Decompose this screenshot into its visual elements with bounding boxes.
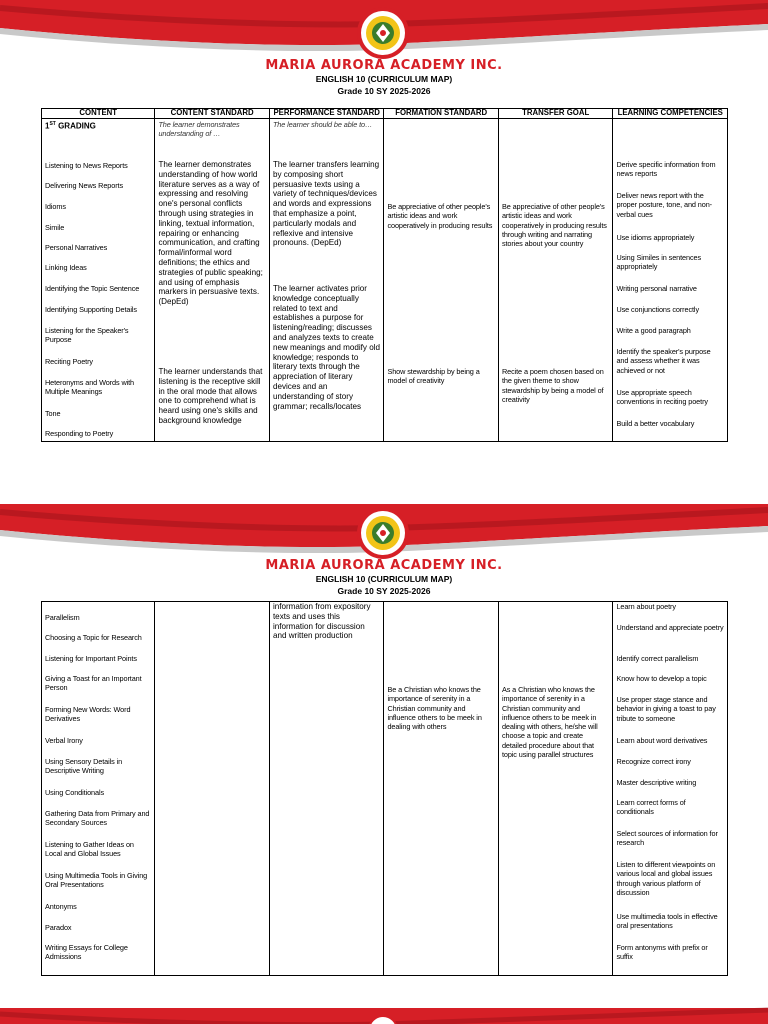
competency-item: Use appropriate speech conventions in reciting poetry bbox=[616, 388, 708, 407]
subject-title: ENGLISH 10 (CURRICULUM MAP) bbox=[315, 74, 453, 84]
school-year: Grade 10 SY 2025-2026 bbox=[337, 586, 431, 596]
content-item: Listening to Gather Ideas on Local and Global Issues bbox=[45, 840, 134, 859]
content-item: Paradox bbox=[45, 923, 72, 932]
page-gap bbox=[0, 460, 768, 500]
table-row bbox=[42, 602, 728, 976]
content-item: Listening for the Speaker's Purpose bbox=[45, 326, 129, 345]
content-cell bbox=[42, 602, 155, 976]
content-item: Heteronyms and Words with Multiple Meanings bbox=[45, 378, 135, 397]
content-item: Verbal Irony bbox=[45, 736, 83, 745]
table-header-row bbox=[42, 109, 728, 119]
next-page-banner bbox=[0, 1004, 768, 1024]
competency-item: Recognize correct irony bbox=[616, 757, 691, 766]
formation-standard-text: Be a Christian who knows the importance of serenity in a Christian community and influence others to be meek in dealing with others bbox=[387, 685, 482, 732]
content-item: Using Multimedia Tools in Giving Oral Presentations bbox=[45, 871, 148, 890]
column-header: TRANSFER GOAL bbox=[498, 109, 613, 119]
performance-standard-cell bbox=[269, 119, 384, 442]
document-page-1 bbox=[0, 0, 768, 460]
curriculum-table-page-2 bbox=[41, 601, 728, 976]
grading-label: 1ST GRADING bbox=[45, 121, 96, 131]
content-item: Writing Essays for College Admissions bbox=[45, 943, 128, 962]
competency-item: Understand and appreciate poetry bbox=[616, 623, 724, 632]
performance-standard-cell bbox=[269, 602, 384, 976]
competency-item: Form antonyms with prefix or suffix bbox=[616, 943, 708, 962]
competency-item: Use multimedia tools in effective oral presentations bbox=[616, 912, 718, 931]
content-standard-intro: The learner demonstrates understanding of … bbox=[158, 120, 240, 139]
competency-item: Using Similes in sentences appropriately bbox=[616, 253, 702, 272]
competency-item: Write a good paragraph bbox=[616, 326, 691, 335]
school-name: MARIA AURORA ACADEMY INC. bbox=[265, 558, 503, 573]
school-name: MARIA AURORA ACADEMY INC. bbox=[265, 58, 503, 73]
competency-item: Learn about poetry bbox=[616, 602, 676, 611]
competency-item: Listen to different viewpoints on various local and global issues through various platform of discussion bbox=[616, 860, 716, 897]
competency-item: Use idioms appropriately bbox=[616, 233, 695, 242]
content-item: Idioms bbox=[45, 202, 66, 211]
content-item: Using Sensory Details in Descriptive Writing bbox=[45, 757, 123, 776]
content-item: Delivering News Reports bbox=[45, 181, 123, 190]
performance-standard-intro: The learner should be able to… bbox=[272, 120, 373, 129]
document-page-2 bbox=[0, 500, 768, 1000]
competency-item: Use conjunctions correctly bbox=[616, 305, 700, 314]
competency-item: Select sources of information for research bbox=[616, 829, 718, 848]
content-item: Identifying the Topic Sentence bbox=[45, 284, 140, 293]
school-seal-icon bbox=[356, 6, 410, 60]
competency-item: Deliver news report with the proper posture, tone, and non-verbal cues bbox=[616, 191, 713, 219]
formation-standard-text: Be appreciative of other people's artistic ideas and work cooperatively in producing results bbox=[387, 202, 493, 230]
column-header: FORMATION STANDARD bbox=[384, 109, 499, 119]
content-standard-cell bbox=[155, 119, 270, 442]
formation-standard-cell bbox=[384, 602, 499, 976]
competency-item: Writing personal narrative bbox=[616, 284, 697, 293]
content-standard-text: The learner understands that listening is the receptive skill in the oral mode that allows one to comprehend what is heard using one's skills and background knowledge bbox=[158, 367, 263, 425]
content-item: Antonyms bbox=[45, 902, 77, 911]
content-item: Parallelism bbox=[45, 613, 80, 622]
transfer-goal-text: Recite a poem chosen based on the given theme to show stewardship by being a model of creativity bbox=[501, 367, 604, 404]
column-header: CONTENT bbox=[42, 109, 155, 119]
content-item: Reciting Poetry bbox=[45, 357, 93, 366]
competency-item: Derive specific information from news reports bbox=[616, 160, 716, 179]
column-header: PERFORMANCE STANDARD bbox=[269, 109, 384, 119]
formation-standard-cell bbox=[384, 119, 499, 442]
competency-item: Identify correct parallelism bbox=[616, 654, 699, 663]
transfer-goal-text: As a Christian who knows the importance of serenity in a Christian community and influence others to be meek in dealing with others, he/she will choose a topic and create detailed procedure about that topic using parallel structures bbox=[501, 685, 598, 760]
content-item: Choosing a Topic for Research bbox=[45, 633, 142, 642]
transfer-goal-text: Be appreciative of other people's artistic ideas and work cooperatively in producing results through writing and narrating stories about your country bbox=[501, 202, 607, 249]
content-item: Identifying Supporting Details bbox=[45, 305, 137, 314]
table-row bbox=[42, 119, 728, 442]
performance-standard-text: The learner activates prior knowledge conceptually related to text and establishes a purpose for listening/reading; discusses and analyzes texts to create new meanings and modify old knowledge; responds to literary texts through the appreciation of literary devices and an understanding of story grammar; recalls/locates bbox=[272, 284, 381, 411]
content-item: Responding to Poetry bbox=[45, 429, 114, 438]
formation-standard-text: Show stewardship by being a model of creativity bbox=[387, 367, 480, 386]
school-year: Grade 10 SY 2025-2026 bbox=[337, 86, 431, 96]
learning-competencies-cell bbox=[613, 602, 728, 976]
performance-standard-text: The learner transfers learning by composing short persuasive texts using a variety of techniques/devices and words and expressions that emphasize a point, particularly modals and reflexive and intensive pronouns. (DepEd) bbox=[272, 160, 380, 248]
column-header: LEARNING COMPETENCIES bbox=[613, 109, 728, 119]
content-item: Linking Ideas bbox=[45, 263, 87, 272]
content-item: Listening to News Reports bbox=[45, 161, 128, 170]
competency-item: Use proper stage stance and behavior in giving a toast to pay tribute to someone bbox=[616, 695, 716, 723]
competency-item: Master descriptive writing bbox=[616, 778, 697, 787]
content-item: Listening for Important Points bbox=[45, 654, 137, 663]
transfer-goal-cell bbox=[498, 119, 613, 442]
performance-standard-text: information from expository texts and uses this information for discussion and written production bbox=[272, 602, 371, 641]
column-header: CONTENT STANDARD bbox=[155, 109, 270, 119]
content-item: Gathering Data from Primary and Secondary Sources bbox=[45, 809, 150, 828]
content-item: Tone bbox=[45, 409, 61, 418]
content-item: Forming New Words: Word Derivatives bbox=[45, 705, 131, 724]
content-cell bbox=[42, 119, 155, 442]
content-item: Giving a Toast for an Important Person bbox=[45, 674, 142, 693]
curriculum-table-page-1 bbox=[41, 108, 728, 442]
content-item: Personal Narratives bbox=[45, 243, 108, 252]
transfer-goal-cell bbox=[498, 602, 613, 976]
learning-competencies-cell bbox=[613, 119, 728, 442]
competency-item: Know how to develop a topic bbox=[616, 674, 707, 683]
competency-item: Identify the speaker's purpose and assess whether it was achieved or not bbox=[616, 347, 711, 375]
content-item: Using Conditionals bbox=[45, 788, 105, 797]
content-standard-cell bbox=[155, 602, 270, 976]
content-standard-text: The learner demonstrates understanding of how world literature serves as a way of expressing and resolving one's personal conflicts through using strategies in linking, textual information, repairing or enhancing communication, and crafting formal/informal word definitions; the ethics and strategies of public speaking; and using of emphasis markers in persuasive texts. (DepEd) bbox=[158, 160, 263, 307]
competency-item: Build a better vocabulary bbox=[616, 419, 695, 428]
competency-item: Learn correct forms of conditionals bbox=[616, 798, 686, 817]
competency-item: Learn about word derivatives bbox=[616, 736, 708, 745]
content-item: Simile bbox=[45, 223, 65, 232]
school-seal-icon bbox=[356, 506, 410, 560]
subject-title: ENGLISH 10 (CURRICULUM MAP) bbox=[315, 574, 453, 584]
